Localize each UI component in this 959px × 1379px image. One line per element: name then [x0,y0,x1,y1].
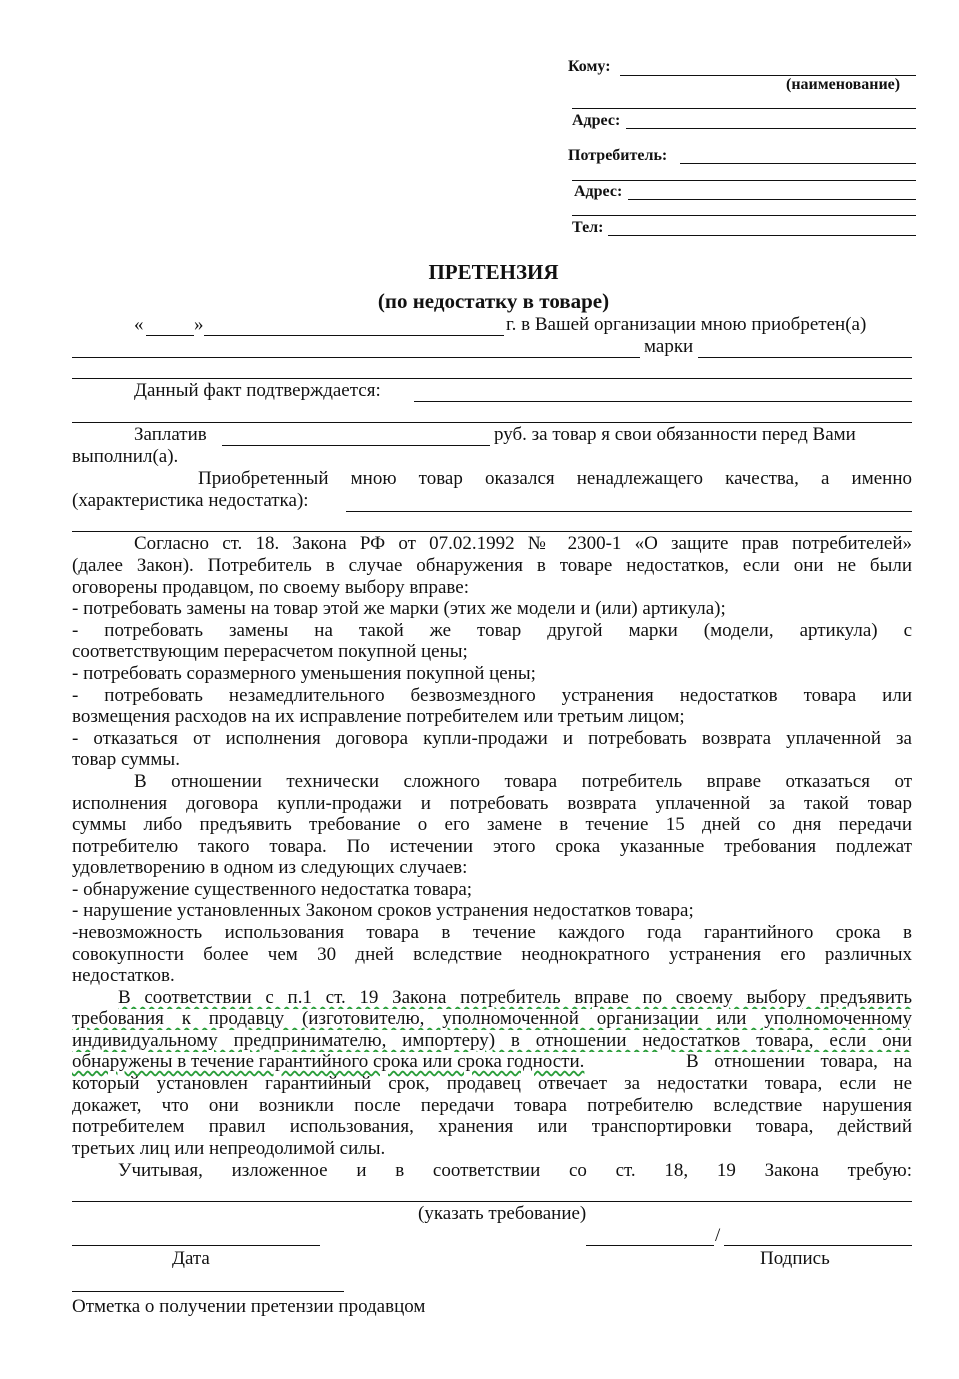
tech-line: - обнаружение существенного недостатка товара; [72,879,473,900]
signature-slash: / [715,1225,721,1246]
law-line: - отказаться от исполнения договора купли-продажи и потребовать возврата уплаченной за [72,728,912,749]
tech-line: удовлетворению в одном из следующих случаев: [72,857,468,878]
product-field-line-2 [72,378,912,379]
law-line: - потребовать соразмерного уменьшения покупной цены; [72,663,536,684]
consumer-address-line-2 [572,215,916,216]
paid-label: Заплатив [134,424,207,445]
date-label: Дата [172,1248,210,1269]
tech-line: суммы либо предъявить требование о его замене в течение 15 дней со дня передачи [72,814,912,835]
warranty-line: третьих лиц или непреодолимой силы. [72,1138,386,1159]
law-line: Согласно ст. 18. Закона РФ от 07.02.1992 № 2300-1 «О защите прав потребителей» [134,533,912,554]
warranty-line: потребителем правил использования, хранения или транспортировки товара, действий [72,1116,912,1137]
name-field-line [724,1245,912,1246]
fact-field-line [414,401,912,402]
defect-field-line [346,511,912,512]
demand-line: Учитывая, изложенное и в соответствии со ст. 18, 19 Закона требую: [118,1160,912,1181]
law-line: (далее Закон). Потребитель в случае обнаружения в товаре недостатков, если они не были [72,555,912,576]
amount-field-line [222,445,490,446]
date-field-line [72,1245,320,1246]
warranty-line: докажет, что они возникли после передачи товара потребителю вследствие нарушения [72,1095,912,1116]
month-year-field-line [204,335,504,336]
day-field-line [146,335,194,336]
consumer-label: Потребитель: [568,147,668,164]
consumer-address-label: Адрес: [574,183,623,200]
address-field-line [626,128,916,129]
address-label: Адрес: [572,112,621,129]
tech-line: исполнения договора купли-продажи и потребовать возврата уплаченной за такой товар [72,793,912,814]
document-title: ПРЕТЕНЗИЯ [428,260,559,284]
law-line: возмещения расходов на их исправление потребителем или третьим лицом; [72,706,685,727]
signature-field-line [586,1245,714,1246]
tech-line: недостатков. [72,965,175,986]
paid-tail: руб. за товар я свои обязанности перед Вами [494,424,856,445]
warranty-line: В отношении товара, на [686,1051,912,1072]
warranty-line: В соответствии с п.1 ст. 19 Закона потребитель вправе по своему выбору предъявить [118,987,912,1008]
phone-field-line [608,235,916,236]
defect-field-line-2 [72,531,912,532]
warranty-line: индивидуальному предпринимателю, импортеру) в отношении недостатков товара, если они [72,1030,912,1051]
warranty-line: требования к продавцу (изготовителю, уполномоченной организации или уполномоченному [72,1008,912,1029]
demand-hint: (указать требование) [418,1203,587,1224]
fact-label: Данный факт подтверждается: [134,380,381,401]
law-line: - потребовать замены на такой же товар другой марки (модели, артикула) с [72,620,912,641]
law-line: оговорены продавцом, по своему выбору вправе: [72,577,469,598]
quote-close: » [194,314,204,335]
name-hint: (наименование) [786,76,901,93]
signature-label: Подпись [760,1248,830,1269]
fact-field-line-2 [72,422,912,423]
consumer-field-line [680,163,916,164]
product-field-line [72,357,640,358]
tech-line: совокупности более чем 30 дней вследствие неоднократного устранения его различных [72,944,912,965]
law-line: товар суммы. [72,749,180,770]
to-field-line-2 [572,108,916,109]
consumer-field-line-2 [572,180,916,181]
brand-label: марки [644,336,694,357]
tech-line: - нарушение установленных Законом сроков устранения недостатков товара; [72,900,694,921]
phone-label: Тел: [572,219,604,236]
demand-field-line [72,1201,912,1202]
law-line: соответствующим перерасчетом покупной цены; [72,641,468,662]
quality-label: (характеристика недостатка): [72,490,309,511]
quality-line-1: Приобретенный мною товар оказался ненадлежащего качества, а именно [198,468,912,489]
paid-end: выполнил(а). [72,446,179,467]
receipt-field-line [72,1291,344,1292]
document-subtitle: (по недостатку в товаре) [377,289,610,313]
tech-line: потребителю такого товара. По истечении этого срока указанные требования подлежат [72,836,912,857]
warranty-line: который установлен гарантийный срок, продавец отвечает за недостатки товара, если не [72,1073,912,1094]
tech-line: -невозможность использования товара в течение каждого года гарантийного срока в [72,922,912,943]
tech-line: В отношении технически сложного товара потребитель вправе отказаться от [134,771,912,792]
receipt-label: Отметка о получении претензии продавцом [72,1296,426,1317]
quote-open: « [134,314,144,335]
brand-field-line [698,357,912,358]
consumer-address-line [628,199,916,200]
law-line: - потребовать замены на товар этой же марки (этих же модели и (или) артикула); [72,598,726,619]
purchase-line-1-tail: г. в Вашей организации мною приобретен(а) [506,314,867,335]
to-label: Кому: [568,58,611,75]
law-line: - потребовать незамедлительного безвозмездного устранения недостатков товара или [72,685,912,706]
warranty-line: обнаружены в течение гарантийного срока или срока годности. [72,1051,585,1072]
